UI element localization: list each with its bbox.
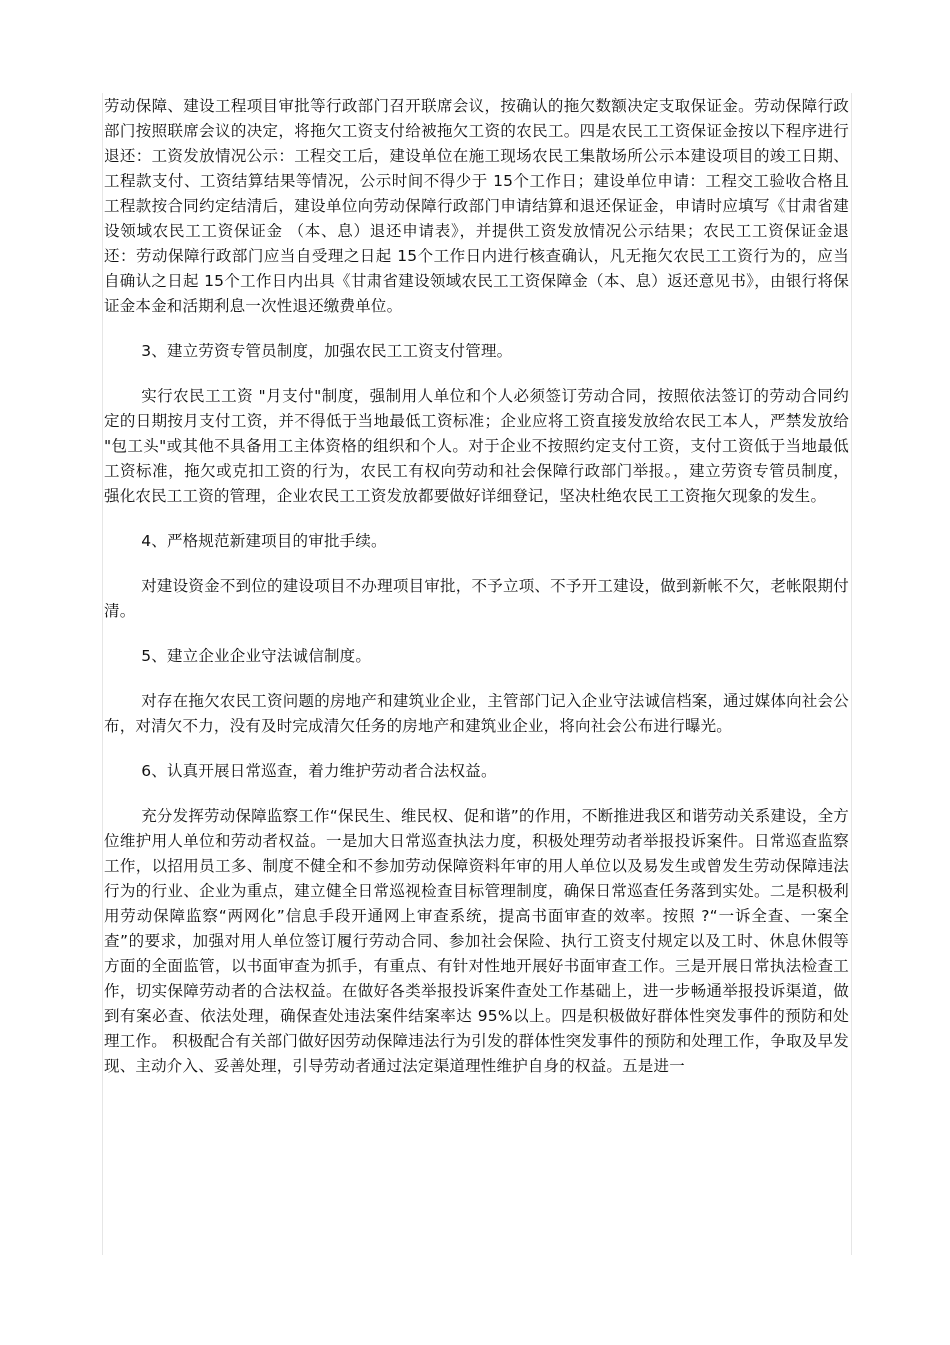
heading-section-4: 4、严格规范新建项目的审批手续。 (141, 532, 387, 550)
paragraph-guarantee-refund: 劳动保障、建设工程项目审批等行政部门召开联席会议，按确认的拖欠数额决定支取保证金。劳动保障行政部门按照联席会议的决定，将拖欠工资支付给被拖欠工资的农民工。四是农民工工资保证金按以下程序进行退还：工资发放情况公示：工程交工后，建设单位在施工现场农民工集散场所公示本建设项目的竣工日期、 工程款支付、工资结算结果等情况，公示时间不得少于 15个工作日；建设单位申请：工程交工验收合格且工程款按合同约定结清后，建设单位向劳动保障行政部门申请结算和退还保证金，申请时应填写《甘肃省建设领域农民工工资保证金 （本、息）退还申请表》，并提供工资发放情况公示结果；农民工工资保证金退还：劳动保障行政部门应当自受理之日起 15个工作日内进行核查确认，凡无拖欠农民工工资行为的，应当自确认之日起 15个工作日内出具《甘肃省建设领域农民工工资保障金（本、息）返还意见书》，由银行将保证金本金和活期利息一次性退还缴费单位。 (104, 97, 849, 315)
heading-section-6: 6、认真开展日常巡查，着力维护劳动者合法权益。 (141, 762, 497, 780)
heading-section-3: 3、建立劳资专管员制度，加强农民工工资支付管理。 (141, 342, 513, 360)
paragraph-monthly-payment: 实行农民工工资 "月支付"制度，强制用人单位和个人必须签订劳动合同，按照依法签订的劳动合同约定的日期按月支付工资，并不得低于当地最低工资标准；企业应将工资直接发放给农民工本人，严禁发放给 "包工头"或其他不具备用工主体资格的组织和个人。对于企业不按照约定支付工资，支付工资低于当地最低工资标准，拖欠或克扣工资的行为，农民工有权向劳动和社会保障行政部门举报。，建立劳资专管员制度，强化农民工工资的管理，企业农民工工资发放都要做好详细登记，坚决杜绝农民工工资拖欠现象的发生。 (104, 387, 849, 505)
paragraph-daily-inspection: 充分发挥劳动保障监察工作“保民生、维民权、促和谐”的作用，不断推进我区和谐劳动关系建设，全方位维护用人单位和劳动者权益。一是加大日常巡查执法力度，积极处理劳动者举报投诉案件。日常巡查监察工作，以招用员工多、制度不健全和不参加劳动保障资料年审的用人单位以及易发生或曾发生劳动保障违法行为的行业、企业为重点，建立健全日常巡视检查目标管理制度，确保日常巡查任务落到实处。二是积极利用劳动保障监察“两网化”信息手段开通网上审查系统，提高书面审查的效率。按照 ?“一诉全查、一案全查”的要求，加强对用人单位签订履行劳动合同、参加社会保险、执行工资支付规定以及工时、休息休假等方面的全面监管，以书面审查为抓手，有重点、有针对性地开展好书面审查工作。三是开展日常执法检查工作，切实保障劳动者的合法权益。在做好各类举报投诉案件查处工作基础上，进一步畅通举报投诉渠道，做到有案必查、依法处理，确保查处违法案件结案率达 95%以上。四是积极做好群体性突发事件的预防和处理工作。 积极配合有关部门做好因劳动保障违法行为引发的群体性突发事件的预防和处理工作，争取及早发现、主动介入、妥善处理，引导劳动者通过法定渠道理性维护自身的权益。五是进一 (104, 807, 849, 1075)
document-body (104, 94, 849, 1099)
paragraph-integrity-system: 对存在拖欠农民工资问题的房地产和建筑业企业，主管部门记入企业守法诚信档案，通过媒体向社会公布，对清欠不力，没有及时完成清欠任务的房地产和建筑业企业，将向社会公布进行曝光。 (104, 692, 849, 735)
heading-section-5: 5、建立企业企业守法诚信制度。 (141, 647, 372, 665)
paragraph-project-approval: 对建设资金不到位的建设项目不办理项目审批，不予立项、不予开工建设，做到新帐不欠，老帐限期付清。 (104, 577, 849, 620)
